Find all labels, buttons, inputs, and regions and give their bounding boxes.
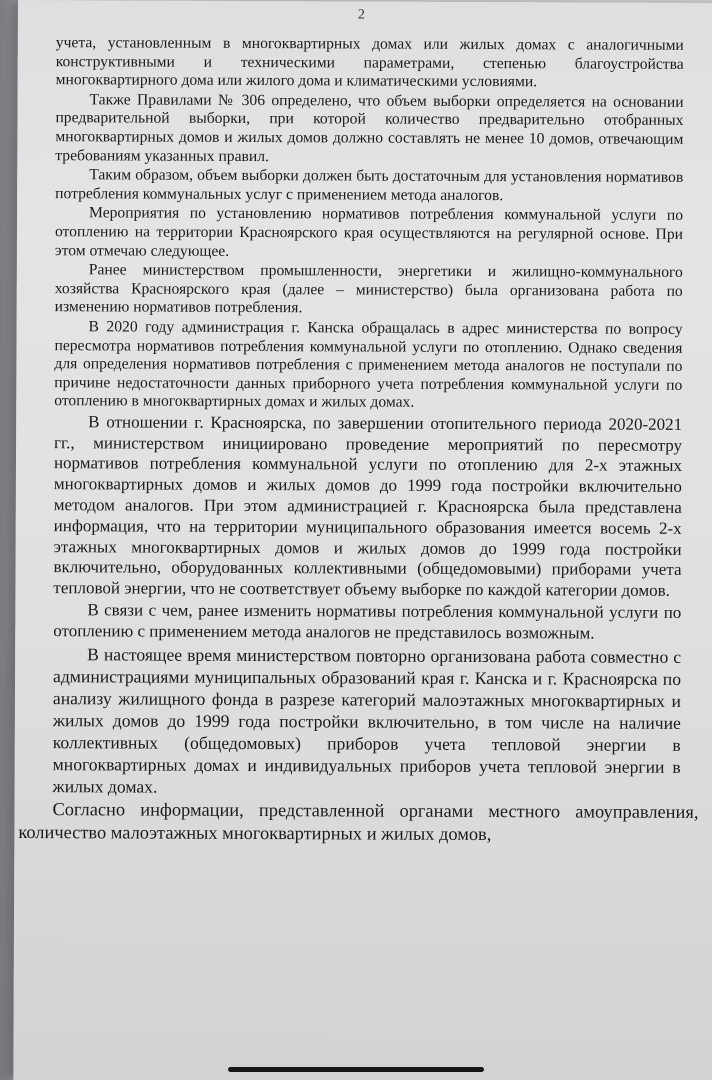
- paragraph-6: В 2020 году администрация г. Канска обращалась в адрес министерства по вопросу пересмотра нормативов потребления коммунальной услуги по отоплению. Однако сведения для определения нормативов потребления с применением метода аналогов не поступали по причине недостаточности данных приборного учета потребления коммунальной услуги по отоплению в многоквартирных домах и жилых домах.: [54, 318, 683, 412]
- paragraph-10: Согласно информации, представленной органами местного амоуправления, количество малоэтажных многоквартирных и жилых домов,: [18, 798, 699, 844]
- paragraph-2: Также Правилами № 306 определено, что объем выборки определяется на основании предварительной выборки, при которой количество предварительно отобранных многоквартирных домов и жилых домов должно составлять не менее 10 домов, отвечающим требованиям указанных правил.: [55, 91, 684, 165]
- paragraph-8: В связи с чем, ранее изменить нормативы потребления коммунальной услуги по отоплению с применением метода аналогов не представилось возможным.: [53, 600, 682, 643]
- home-indicator[interactable]: [228, 1067, 484, 1072]
- paragraph-4: Мероприятия по установлению нормативов потребления коммунальной услуги по отоплению на территории Красноярского края осуществляются на регулярной основе. При этом отмечаю следующее.: [54, 204, 684, 260]
- document-page: [13, 0, 712, 1080]
- paragraph-7: В отношении г. Красноярска, по завершении отопительного периода 2020-2021 гг., министерством инициировано проведение мероприятий по пересмотру нормативов потребления коммунальной услуги по отоплению для 2-х этажных многоквартирных домов и жилых домов до 1999 года постройки включительно методом аналогов. При этом администрацией г. Красноярска была представлена информация, что на территории муниципального образования имеется восемь 2-х этажных многоквартирных домов и жилых домов до 1999 года постройки включительно, оборудованных коллективными (общедомовыми) приборами учета тепловой энергии, что не соответствует объему выборке по каждой категории домов.: [53, 412, 683, 601]
- page-number: 2: [357, 7, 365, 23]
- paragraph-1: учета, установленным в многоквартирных домах или жилых домах с аналогичными конструктивными и техническими параметрами, степенью благоустройства многоквартирного дома или жилого дома и климатическими условиями.: [55, 34, 684, 91]
- paragraph-5: Ранее министерством промышленности, энергетики и жилищно-коммунального хозяйства Красноярского края (далее – министерство) была организована работа по изменению нормативов потребления.: [54, 261, 683, 317]
- paragraph-9: В настоящее время министерством повторно организована работа совместно с администрациями муниципальных образований края г. Канска и г. Красноярска по анализу жилищного фонда в разрезе категорий малоэтажных многоквартирных и жилых домов до 1999 года постройки включительно, в том числе на наличие коллективных (общедомовых) приборов учета тепловой энергии в многоквартирных домах и индивидуальных приборов учета тепловой энергии в жилых домах.: [52, 643, 682, 797]
- document-body: [18, 34, 699, 848]
- paragraph-3: Таким образом, объем выборки должен быть достаточным для установления нормативов потребления коммунальных услуг с применением метода аналогов.: [55, 166, 684, 204]
